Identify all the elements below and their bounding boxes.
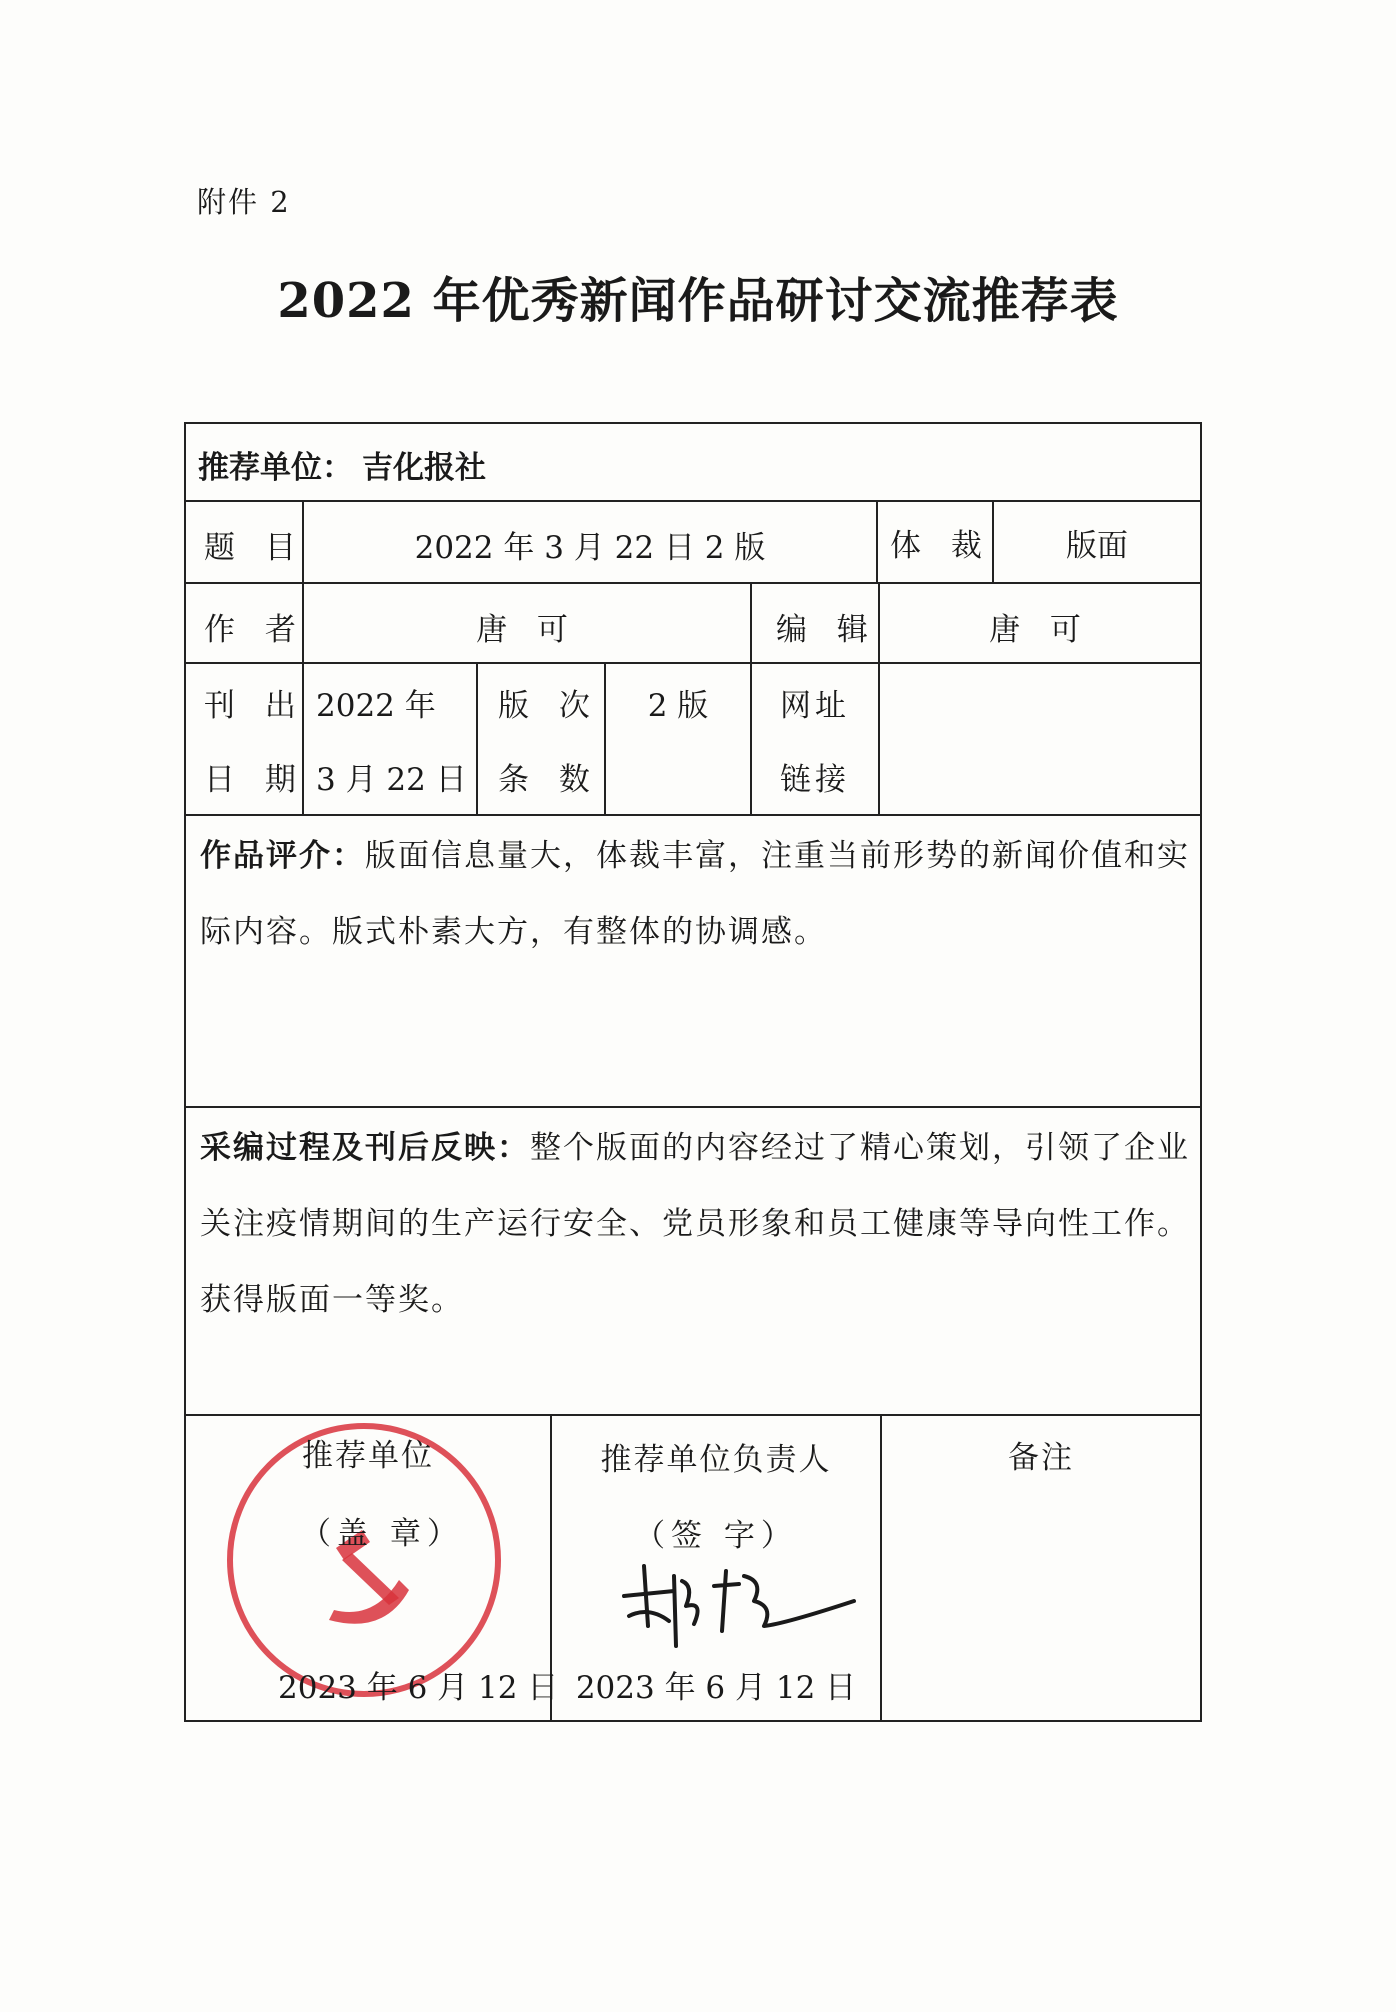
url-label: 网址 <box>780 688 850 724</box>
topic-label: 题 目 <box>204 530 306 566</box>
process-text: 整个版面的内容经过了精心策划，引领了企业关注疫情期间的生产运行安全、党员形象和员工健康等导向性工作。获得版面一等奖。 <box>200 1130 1190 1318</box>
remarks-title: 备注 <box>1008 1440 1074 1476</box>
rule <box>876 500 878 582</box>
seal-sickle <box>329 1580 409 1624</box>
process-block <box>200 1110 1190 1338</box>
edition-value: 2 版 <box>647 688 709 724</box>
page-title: 2022 年优秀新闻作品研讨交流推荐表 <box>277 273 1119 329</box>
publish-date-value: 3 月 22 日 <box>316 762 467 798</box>
genre-label: 体 裁 <box>890 528 992 564</box>
topic-value: 2022 年 3 月 22 日 2 版 <box>414 530 766 566</box>
unit-seal-note: （盖 章） <box>300 1516 464 1552</box>
evaluation-label: 作品评介： <box>200 838 365 874</box>
rule <box>186 1414 1200 1416</box>
rule <box>186 814 1200 816</box>
rule <box>476 662 478 814</box>
editor-label: 编 辑 <box>776 612 878 648</box>
rule <box>186 582 1200 584</box>
unit-seal-title: 推荐单位 <box>302 1438 434 1474</box>
edition-label: 条 数 <box>498 762 600 798</box>
genre-value: 版面 <box>1066 528 1128 564</box>
leader-sign-date: 2023 年 6 月 12 日 <box>575 1670 857 1706</box>
editor-value: 唐 可 <box>989 612 1091 648</box>
seal-hammer <box>342 1553 399 1605</box>
leader-signature <box>614 1546 864 1656</box>
recommending-unit-value: 吉化报社 <box>362 450 486 486</box>
rule <box>750 582 752 814</box>
evaluation-text: 版面信息量大，体裁丰富，注重当前形势的新闻价值和实际内容。版式朴素大方，有整体的协调感。 <box>200 838 1190 950</box>
unit-seal-date: 2023 年 6 月 12 日 <box>278 1670 559 1706</box>
rule <box>186 1106 1200 1108</box>
process-label: 采编过程及刊后反映： <box>200 1130 530 1166</box>
publish-date-value: 2022 年 <box>316 688 436 724</box>
rule <box>186 662 1200 664</box>
leader-sign-title: 推荐单位负责人 <box>600 1442 832 1478</box>
author-value: 唐 可 <box>476 612 578 648</box>
evaluation-block <box>200 818 1190 970</box>
url-label: 链接 <box>780 762 850 798</box>
rule <box>186 500 1200 502</box>
recommendation-form <box>184 422 1202 1722</box>
attachment-label: 附件 2 <box>197 185 291 219</box>
recommending-unit-label: 推荐单位： <box>198 450 353 486</box>
author-label: 作 者 <box>204 612 306 648</box>
edition-label: 版 次 <box>498 688 600 724</box>
publish-date-label: 刊 出 <box>204 688 306 724</box>
leader-sign-note: （签 字） <box>634 1518 798 1554</box>
publish-date-label: 日 期 <box>204 762 306 798</box>
